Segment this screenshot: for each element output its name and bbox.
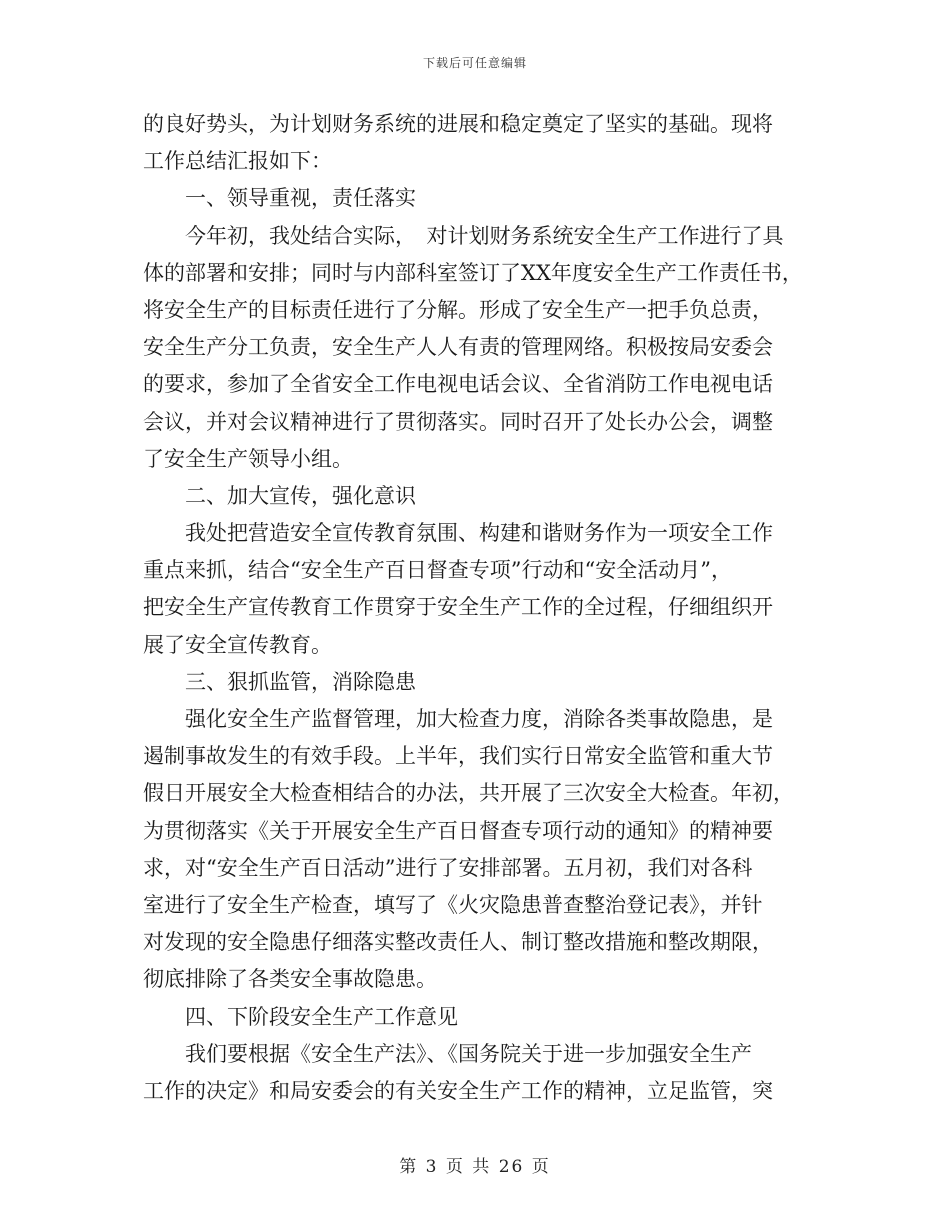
text-line: 今年初，我处结合实际， 对计划财务系统安全生产工作进行了具 xyxy=(143,223,784,248)
section-heading: 三、狠抓监管，消除隐患 xyxy=(143,669,416,694)
text-line: 展了安全宣传教育。 xyxy=(143,632,332,657)
text-line: 会议，并对会议精神进行了贯彻落实。同时召开了处长办公会，调整 xyxy=(143,409,773,434)
text-line: 对发现的安全隐患仔细落实整改责任人、制订整改措施和整改期限， xyxy=(143,930,773,955)
page-number-footer: 第 3 页 共 26 页 xyxy=(399,1157,551,1177)
text-line: 工作总结汇报如下： xyxy=(143,149,332,174)
text-line: 彻底排除了各类安全事故隐患。 xyxy=(143,967,437,992)
text-line: 遏制事故发生的有效手段。上半年，我们实行日常安全监管和重大节 xyxy=(143,744,773,769)
text-line: 的要求，参加了全省安全工作电视电话会议、全省消防工作电视电话 xyxy=(143,372,773,397)
text-line: 为贯彻落实《关于开展安全生产百日督查专项行动的通知》的精神要 xyxy=(143,818,773,843)
text-line: 体的部署和安排；同时与内部科室签订了XX年度安全生产工作责任书， xyxy=(143,260,803,285)
text-line: 我处把营造安全宣传教育氛围、构建和谐财务作为一项安全工作 xyxy=(143,521,773,546)
text-line: 假日开展安全大检查相结合的办法，共开展了三次安全大检查。年初， xyxy=(143,781,794,806)
text-line: 将安全生产的目标责任进行了分解。形成了安全生产一把手负总责， xyxy=(143,297,773,322)
text-line: 把安全生产宣传教育工作贯穿于安全生产工作的全过程，仔细组织开 xyxy=(143,595,773,620)
text-line: 求，对“安全生产百日活动”进行了安排部署。五月初，我们对各科 xyxy=(143,855,753,880)
section-heading: 四、下阶段安全生产工作意见 xyxy=(143,1004,458,1029)
text-line: 我们要根据《安全生产法》、《国务院关于进一步加强安全生产 xyxy=(143,1041,752,1066)
text-line: 了安全生产领导小组。 xyxy=(143,446,353,471)
document-body xyxy=(143,106,807,1110)
text-line: 工作的决定》和局安委会的有关安全生产工作的精神，立足监管，突 xyxy=(143,1078,773,1103)
text-line: 重点来抓，结合“安全生产百日督查专项”行动和“安全活动月”， xyxy=(143,558,732,583)
section-heading: 一、领导重视，责任落实 xyxy=(143,186,416,211)
text-line: 安全生产分工负责，安全生产人人有责的管理网络。积极按局安委会 xyxy=(143,335,773,360)
section-heading: 二、加大宣传，强化意识 xyxy=(143,483,416,508)
text-line: 强化安全生产监督管理，加大检查力度，消除各类事故隐患，是 xyxy=(143,707,773,731)
text-line: 室进行了安全生产检查，填写了《火灾隐患普查整治登记表》，并针 xyxy=(143,892,763,917)
page-header: 下载后可任意编辑 xyxy=(422,56,527,70)
text-line: 的良好势头，为计划财务系统的进展和稳定奠定了坚实的基础。现将 xyxy=(143,112,773,136)
